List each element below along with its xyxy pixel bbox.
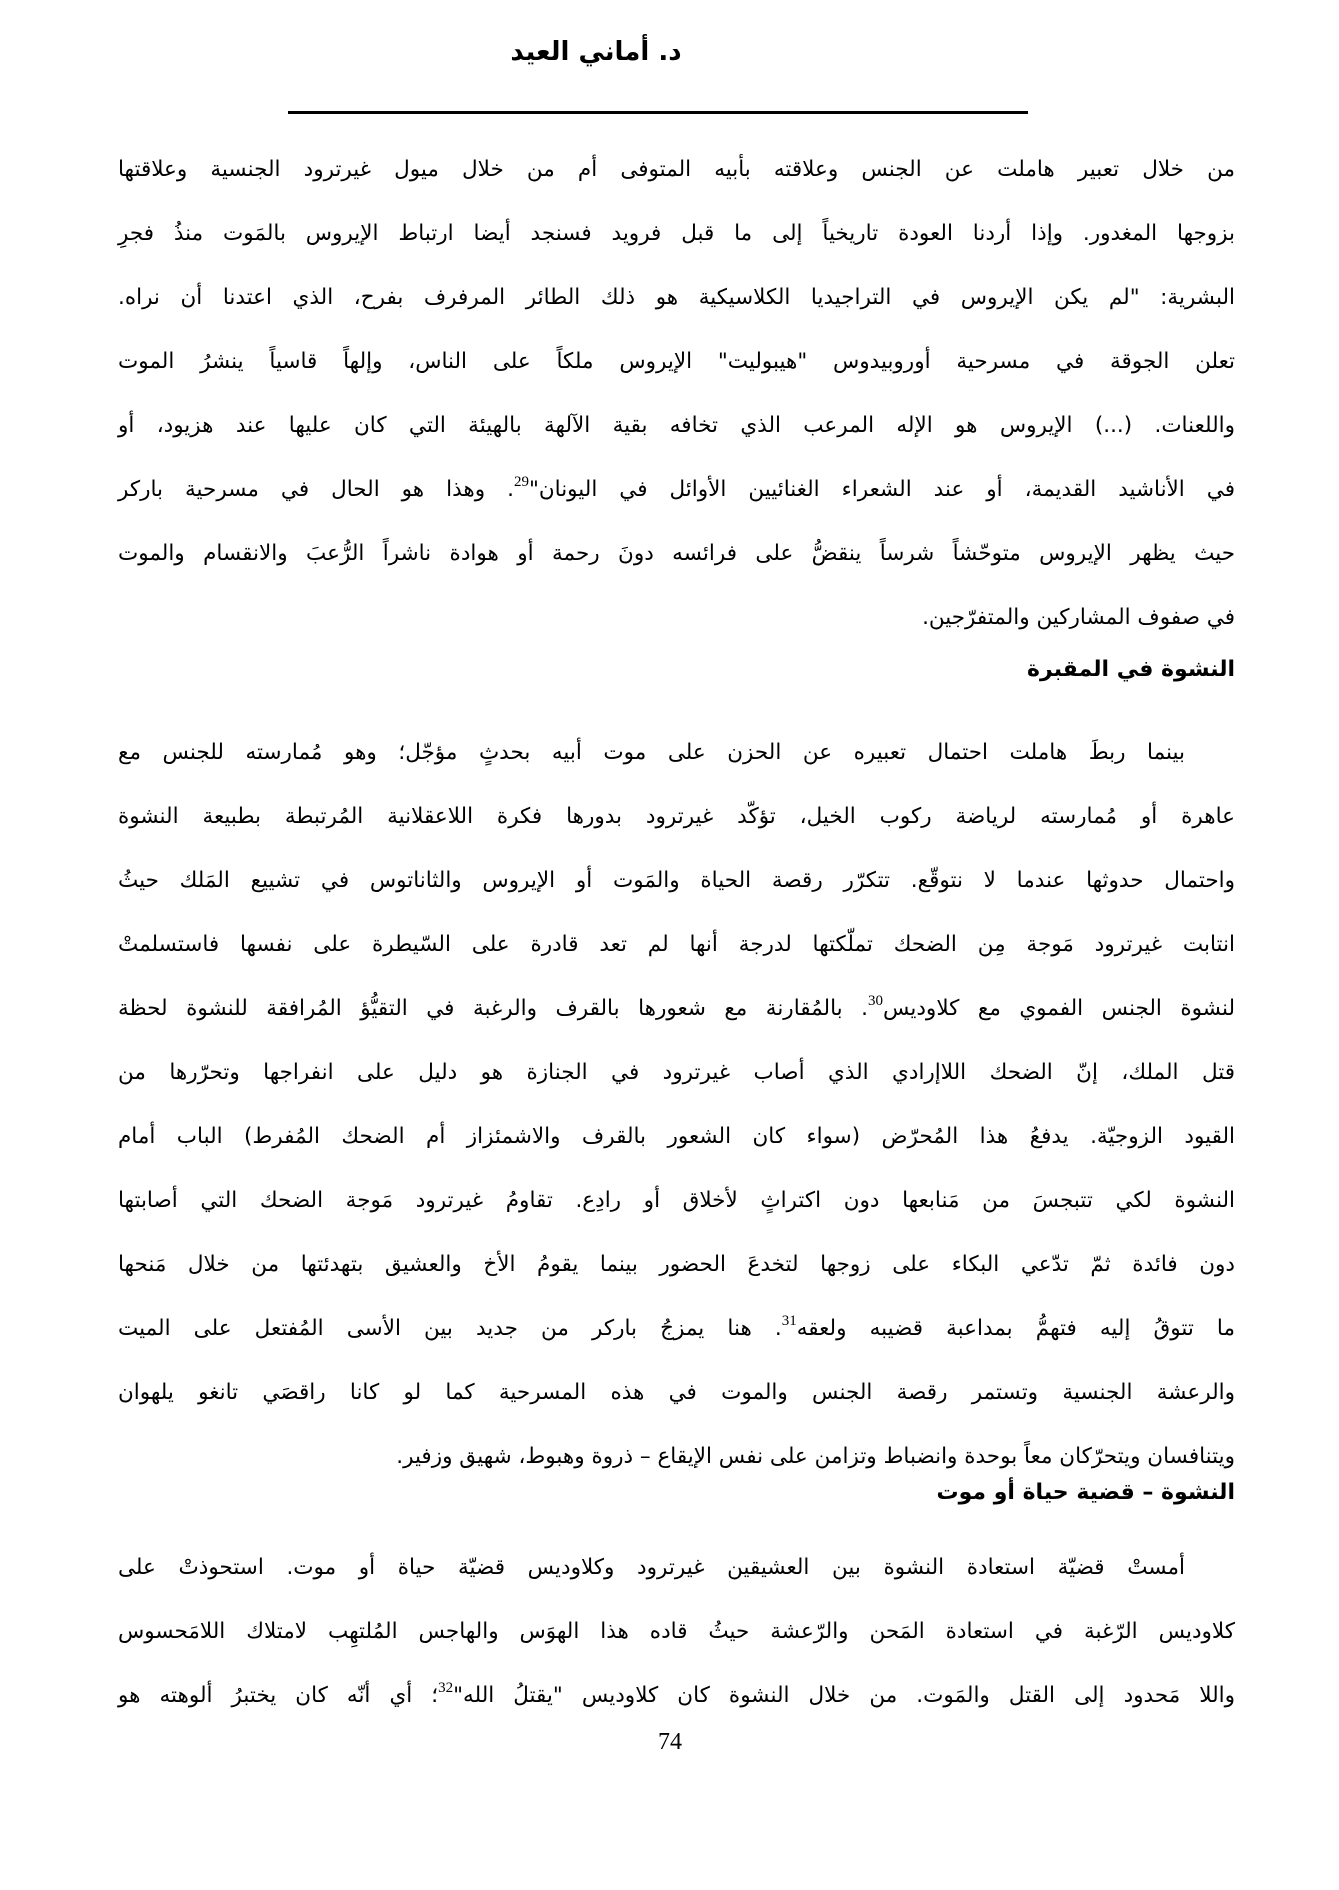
text-line: واللعنات. (...) الإيروس هو الإله المرعب الذي تخافه بقية الآلهة بالهيئة التي كان عليها عند هزيود، أو [118,413,1235,438]
section-heading-ecstasy-in-cemetery: النشوة في المقبرة [1027,657,1235,682]
text-segment: ما تتوقُ إليه فتهمُّ بمداعبة قضيبه ولعقه [796,1316,1235,1341]
text-line: عاهرة أو مُمارسته لرياضة ركوب الخيل، تؤكّد غيرترود بدورها فكرة اللاعقلانية المُرتبطة بطبيعة النشوة [118,804,1235,829]
text-segment: . وهذا هو الحال في مسرحية باركر [118,477,514,502]
text-segment: . بالمُقارنة مع شعورها بالقرف والرغبة في التقيُّؤ المُرافقة للنشوة لحظة [118,996,868,1021]
text-line: دون فائدة ثمّ تدّعي البكاء على زوجها لتخدعَ الحضور بينما يقومُ الأخ والعشيق بتهدئتها من خلال مَنحها [118,1252,1235,1277]
text-line: واحتمال حدوثها عندما لا نتوقّع. تتكرّر رقصة الحياة والمَوت أو الإيروس والثاناتوس في تشييع المَلك حيثُ [118,868,1235,893]
text-segment: ؛ أي أنّه كان يختبرُ ألوهته هو [118,1683,439,1708]
footnote-reference: 31 [781,1313,797,1329]
footnote-reference: 29 [513,474,529,490]
text-line: والرعشة الجنسية وتستمر رقصة الجنس والموت في هذه المسرحية كما لو كانا راقصَي تانغو يلهوان [118,1380,1235,1405]
text-line: القيود الزوجيّة. يدفعُ هذا المُحرّض (سواء كان الشعور بالقرف والاشمئزاز أم الضحك المُفرط) الباب أمام [118,1124,1235,1149]
text-line: قتل الملك، إنّ الضحك اللاإرادي الذي أصاب غيرترود في الجنازة هو دليل على انفراجها وتحرّرها من [118,1060,1235,1085]
text-line: البشرية: "لم يكن الإيروس في التراجيديا الكلاسيكية هو ذلك الطائر المرفرف بفرح، الذي اعتدنا أن نراه. [118,285,1235,310]
text-line: ويتنافسان ويتحرّكان معاً بوحدة وانضباط وتزامن على نفس الإيقاع – ذروة وهبوط، شهيق وزفير. [396,1444,1235,1469]
text-line: انتابت غيرترود مَوجة مِن الضحك تملّكتها لدرجة أنها لم تعد قادرة على السّيطرة على نفسها فاستسلمتْ [118,932,1235,957]
text-line: من خلال تعبير هاملت عن الجنس وعلاقته بأبيه المتوفى أم من خلال ميول غيرترود الجنسية وعلاقتها [118,157,1235,182]
footnote-reference: 32 [438,1680,454,1696]
section-heading-life-or-death: النشوة – قضية حياة أو موت [936,1480,1235,1505]
text-line [118,1297,1235,1361]
text-line: حيث يظهر الإيروس متوحّشاً شرساً ينقضُّ على فرائسه دونَ رحمة أو هوادة ناشراً الرُّعبَ والانقسام والموت [118,541,1235,566]
text-line [118,458,1235,522]
text-line [118,977,1235,1041]
text-line: كلاوديس الرّغبة في استعادة المَحن والرّعشة حيثُ قاده هذا الهوَس والهاجس المُلتهِب لامتلاك اللامَحسوس [118,1619,1235,1644]
text-segment: . هنا يمزجُ باركر من جديد بين الأسى المُفتعل على الميت [118,1316,782,1341]
paragraph-1 [118,138,1235,650]
running-head-author: د. أماني العيد [510,37,682,67]
text-line: النشوة لكي تتبجسَ من مَنابعها دون اكتراثٍ لأخلاق أو رادِع. تقاومُ غيرترود مَوجة الضحك التي أصابتها [118,1188,1235,1213]
page-number: 74 [658,1729,682,1755]
paragraph-3 [118,1536,1235,1728]
footnote-reference: 30 [867,993,883,1009]
text-segment: لنشوة الجنس الفموي مع كلاوديس [882,996,1235,1021]
text-line [118,1664,1235,1728]
text-line: بزوجها المغدور. وإذا أردنا العودة تاريخياً إلى ما قبل فرويد فسنجد أيضا ارتباط الإيروس بالمَوت منذُ فجرِ [118,221,1235,246]
text-segment: في الأناشيد القديمة، أو عند الشعراء الغنائيين الأوائل في اليونان" [528,477,1235,502]
text-segment: واللا مَحدود إلى القتل والمَوت. من خلال النشوة كان كلاوديس "يقتلُ الله" [453,1683,1235,1708]
header-rule [288,111,1028,114]
text-line: في صفوف المشاركين والمتفرّجين. [922,605,1235,630]
text-line: بينما ربطَ هاملت احتمال تعبيره عن الحزن على موت أبيه بحدثٍ مؤجّل؛ وهو مُمارسته للجنس مع [118,740,1185,765]
text-line: تعلن الجوقة في مسرحية أوروبيدوس "هيبوليت" الإيروس ملكاً على الناس، وإلهاً قاسياً ينشرُ الموت [118,349,1235,374]
text-line: أمستْ قضيّة استعادة النشوة بين العشيقين غيرترود وكلاوديس قضيّة حياة أو موت. استحوذتْ على [118,1555,1185,1580]
paragraph-2 [118,721,1235,1489]
